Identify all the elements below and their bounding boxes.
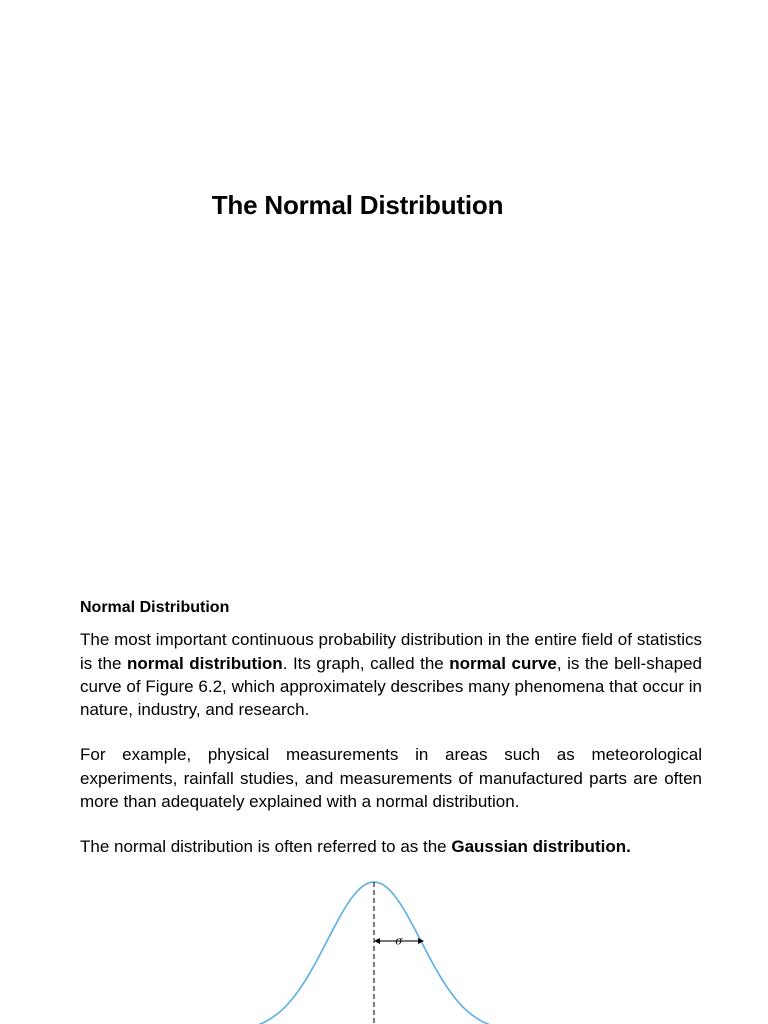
sigma-label: σ [395, 934, 403, 948]
page-title: The Normal Distribution [211, 190, 504, 220]
section-heading: Normal Distribution [80, 599, 230, 616]
text-run: . Its graph, called the [282, 653, 450, 673]
paragraph-intro [80, 628, 702, 721]
text-run: The most important continuous probability distribution in the entire field of statistics is the [80, 630, 702, 673]
term-normal-distribution: normal distribution [126, 653, 283, 673]
paragraph-examples: For example, physical measurements in areas such as meteorological experiments, rainfall studies, and measurements of manufactured parts are often more than adequately explained with a normal distribution. [80, 745, 702, 812]
term-gaussian-distribution: Gaussian distribution. [451, 837, 631, 857]
text-run: The normal distribution is often referred to as the [80, 837, 452, 857]
term-normal-curve: normal curve [449, 653, 557, 673]
text-run: , is the bell-shaped curve of Figure 6.2, which approximately describes many phenomena that occur in nature, industry, and research. [80, 653, 702, 720]
bell-curve [230, 882, 520, 1024]
normal-curve-figure [230, 870, 520, 1024]
document-body [80, 596, 702, 881]
paragraph-gaussian [80, 835, 702, 858]
